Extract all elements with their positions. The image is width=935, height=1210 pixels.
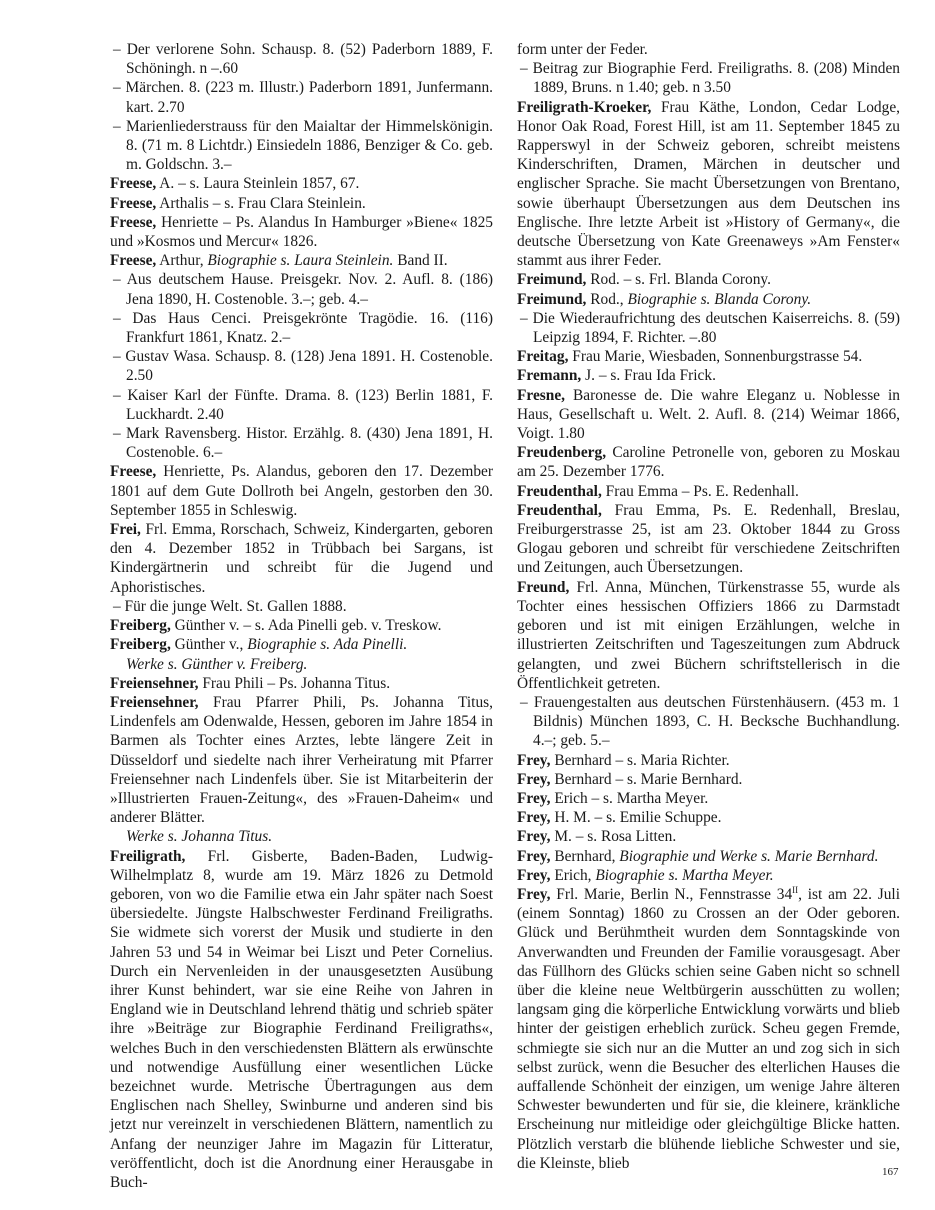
entry-headword: Freese, (110, 194, 157, 212)
entry-headword: Frey, (517, 809, 551, 827)
entry-text: Frl. Emma, Rorschach, Schweiz, Kindergarten, geboren den 4. Dezember 1852 in Trübbach bei Sargans, ist Kindergärtnerin und schreibt für die Jugend und Aphoristisches. (110, 521, 493, 596)
continuation-text: form unter der Feder. (517, 41, 648, 58)
entry-text: Günther v. – s. Ada Pinelli geb. v. Treskow. (170, 617, 442, 635)
entry (517, 366, 900, 385)
entry (110, 213, 493, 251)
entry (517, 847, 900, 866)
entry-headword: Freund, (517, 578, 570, 596)
entry (517, 290, 900, 309)
entry-text: Frl. Anna, München, Türkenstrasse 55, wurde als Tochter eines hessischen Offiziers 1866 zu Darmstadt geboren und ist mit einigen Erzählungen, welche in illustrierten Zeitschriften und Tageszeitungen zum Abdruck gelangten, und zwei Büchern schriftstellerisch in die Öffentlichkeit getreten. (517, 578, 900, 692)
entry-headword: Freese, (110, 213, 157, 231)
entry-headword: Freiligrath-Kroeker, (517, 98, 652, 116)
entry-headword: Frey, (517, 866, 551, 884)
entry-headword: Freiensehner, (110, 693, 199, 711)
entry-tail: Band II. (393, 252, 448, 270)
entry (517, 866, 900, 885)
entry-headword: Freese, (110, 175, 157, 193)
entry-text: Frau Marie, Wiesbaden, Sonnenburgstrasse 54. (568, 348, 863, 366)
entry-headword: Fresne, (517, 386, 566, 404)
entry-headword: Freiberg, (110, 636, 171, 654)
entry-headword: Freudenthal, (517, 482, 602, 500)
entry-text: Bernhard – s. Maria Richter. (550, 751, 730, 769)
entry (110, 674, 493, 693)
work-item: – Mark Ravensberg. Histor. Erzählg. 8. (430) Jena 1891, H. Costenoble. 6.– (113, 425, 493, 462)
entry (517, 386, 900, 444)
entry (110, 847, 493, 1193)
left-column (110, 40, 493, 1192)
entry-text: Rod. – s. Frl. Blanda Corony. (586, 271, 771, 289)
entry-headword: Frey, (517, 770, 551, 788)
entry-text: M. – s. Rosa Litten. (550, 828, 677, 846)
work-item: – Das Haus Cenci. Preisgekrönte Tragödie. 16. (116) Frankfurt 1861, Knatz. 2.– (113, 309, 493, 347)
entry-text: Rod., (586, 290, 628, 308)
entry (110, 635, 493, 654)
entry-headword: Freiligrath, (110, 847, 186, 865)
entry-headword: Frey, (517, 751, 551, 769)
entry-text: Arthalis – s. Frau Clara Steinlein. (156, 194, 366, 212)
entry-italic: Biographie s. Laura Steinlein. (207, 252, 394, 270)
entry-text: Caroline Petronelle von, geboren zu Moskau am 25. Dezember 1776. (517, 444, 900, 481)
entry-superscript: II (792, 884, 799, 895)
entry-tail: , ist am 22. Juli (einem Sonntag) 1860 zu Crossen an der Oder geboren. Glück und Berühmtheit wurden dem Sonntagskinde von Anverwandten und Freunden der Familie vorausgesagt. Aber das Füllhorn des Glücks schien seine Gaben nicht so schnell über die kleine neue Weltbürgerin ausschütten zu wollen; langsam ging die körperliche Entwicklung vorwärts und blieb hinter der geistigen erheblich zurück. Scheu gegen Fremde, schmiegte sie sich nur an die Mutter an und zog sich in sich selbst zurück, wenn die Besucher des elterlichen Hauses die auffallende Schönheit der einzigen, um wenige Jahre älteren Schwester bewunderten und für sie, die kleinere, kränkliche Erscheinung nur mitleidige oder gleichgültige Blicke hatten. Plötzlich verstarb die blühende liebliche Schwester und sie, die Kleinste, blieb (517, 885, 900, 1172)
entry-headword: Freiensehner, (110, 674, 199, 692)
entry (517, 578, 900, 693)
work-item: – Kaiser Karl der Fünfte. Drama. 8. (123) Berlin 1881, F. Luckhardt. 2.40 (113, 386, 493, 423)
entry (517, 98, 900, 271)
entry (517, 885, 900, 1173)
entry-text: Frau Phili – Ps. Johanna Titus. (198, 674, 391, 692)
work-item: – Märchen. 8. (223 m. Illustr.) Paderborn 1891, Junfermann. kart. 2.70 (113, 79, 493, 116)
entry (517, 347, 900, 366)
entry-text: J. – s. Frau Ida Frick. (581, 367, 716, 385)
entry (110, 462, 493, 520)
entry-headword: Freimund, (517, 290, 587, 308)
entry-headword: Freiberg, (110, 617, 171, 635)
right-column (517, 40, 900, 1173)
entry-text: Frl. Marie, Berlin N., Fennstrasse 34 (550, 885, 793, 903)
entry-text: Arthur, (156, 252, 208, 270)
entry-headword: Freese, (110, 252, 157, 270)
entry-text: Henriette, Ps. Alandus, geboren den 17. Dezember 1801 auf dem Gute Dollroth bei Angeln, gestorben den 30. September 1855 in Schleswig. (110, 463, 493, 519)
entry-text: Bernhard – s. Marie Bernhard. (550, 770, 743, 788)
work-item: – Für die junge Welt. St. Gallen 1888. (113, 597, 347, 615)
entry (517, 770, 900, 789)
entry (110, 174, 493, 193)
work-item: – Gustav Wasa. Schausp. 8. (128) Jena 1891. H. Costenoble. 2.50 (113, 348, 493, 385)
entry-text: Baronesse de. Die wahre Eleganz u. Noblesse in Haus, Gesellschaft u. Welt. 2. Aufl. 8. (214) Weimar 1866, Voigt. 1.80 (517, 386, 900, 443)
entry-text: Bernhard, (550, 847, 620, 865)
work-item: – Der verlorene Sohn. Schausp. 8. (52) Paderborn 1889, F. Schöningh. n –.60 (113, 41, 493, 78)
entry-headword: Freudenberg, (517, 444, 607, 462)
entry-headword: Freimund, (517, 271, 587, 289)
work-item: – Marienliederstrauss für den Maialtar der Himmelskönigin. 8. (71 m. 8 Lichtdr.) Einsiedeln 1886, Benziger & Co. geb. m. Goldschn. 3.– (113, 117, 493, 174)
entry-text: Henriette – Ps. Alandus In Hamburger »Biene« 1825 und »Kosmos und Mercur« 1826. (110, 213, 493, 251)
entry (110, 693, 493, 827)
entry-headword: Frey, (517, 885, 551, 903)
entry-italic: Biographie s. Ada Pinelli. (247, 636, 408, 654)
cross-reference: Werke s. Günther v. Freiberg. (126, 655, 308, 673)
entry-text: Frau Emma, Ps. E. Redenhall, Breslau, Freiburgerstrasse 25, ist am 23. Oktober 1844 zu Gross Glogau geboren und schreibt für verschiedene Zeitschriften und Zeitungen, auch Übersetzungen. (517, 501, 900, 577)
entry-text: Frau Pfarrer Phili, Ps. Johanna Titus, Lindenfels am Odenwalde, Hessen, geboren im Jahre 1854 in Barmen als Tochter eines Arztes, lebte längere Zeit in Düsseldorf und siedelte nach ihrer Verheiratung mit Pfarrer Freiensehner nach Lindenfels über. Sie ist Mitarbeiterin der »Illustrierten Frauen-Zeitung«, des »Frauen-Daheim« und anderer Blätter. (110, 693, 493, 827)
entry-text: Erich, (550, 866, 596, 884)
entry-headword: Frey, (517, 828, 551, 846)
work-item: – Frauengestalten aus deutschen Fürstenhäusern. (453 m. 1 Bildnis) München 1893, C. H. Becksche Buchhandlung. 4.–; geb. 5.– (520, 693, 900, 750)
entry-text: Günther v., (170, 636, 248, 654)
entry (517, 443, 900, 481)
entry-headword: Frey, (517, 789, 551, 807)
work-item: – Die Wiederaufrichtung des deutschen Kaiserreichs. 8. (59) Leipzig 1894, F. Richter. –.80 (520, 309, 900, 347)
entry (517, 827, 900, 846)
entry (517, 789, 900, 808)
entry-text: A. – s. Laura Steinlein 1857, 67. (156, 175, 360, 193)
entry (517, 751, 900, 770)
entry (517, 808, 900, 827)
page-number: 167 (882, 1166, 899, 1178)
entry-italic: Biographie s. Martha Meyer. (595, 866, 774, 884)
entry-italic: Biographie und Werke s. Marie Bernhard. (619, 847, 879, 865)
cross-reference: Werke s. Johanna Titus. (126, 828, 273, 846)
entry-headword: Frey, (517, 847, 551, 865)
entry-headword: Freese, (110, 463, 157, 481)
entry-text: Erich – s. Martha Meyer. (550, 789, 709, 807)
entry (517, 501, 900, 578)
entry-italic: Biographie s. Blanda Corony. (627, 290, 812, 308)
entry-headword: Fremann, (517, 367, 582, 385)
entry-headword: Freudenthal, (517, 501, 602, 519)
entry (110, 520, 493, 597)
entry-headword: Frei, (110, 521, 141, 539)
entry-text: Frau Emma – Ps. E. Redenhall. (601, 482, 799, 500)
entry-text: H. M. – s. Emilie Schuppe. (550, 809, 722, 827)
entry (110, 616, 493, 635)
entry (517, 482, 900, 501)
entry (517, 270, 900, 289)
entry-text: Frau Käthe, London, Cedar Lodge, Honor Oak Road, Forest Hill, ist am 11. September 1845 zu Rapperswyl in der Schweiz geboren, schreibt meistens Kinderschriften, Dramen, Märchen in deutscher und englischer Sprache. Sie macht Übersetzungen von Brentano, sowie überhaupt Übersetzungen aus dem Deutschen ins Englische. Ihre letzte Arbeit ist »History of Germany«, die deutsche Übersetzung von Kate Greenaweys »Am Fenster« stammt aus ihrer Feder. (517, 98, 900, 270)
entry-headword: Freitag, (517, 348, 569, 366)
work-item: – Beitrag zur Biographie Ferd. Freiligraths. 8. (208) Minden 1889, Bruns. n 1.40; geb. n 3.50 (520, 60, 900, 97)
work-item: – Aus deutschem Hause. Preisgekr. Nov. 2. Aufl. 8. (186) Jena 1890, H. Costenoble. 3.–; geb. 4.– (113, 271, 493, 308)
entry (110, 194, 493, 213)
entry-text: Frl. Gisberte, Baden-Baden, Ludwig-Wilhelmplatz 8, wurde am 19. März 1826 zu Detmold geboren, von wo die Familie etwa ein Jahr später nach Soest übersiedelte. Jüngste Halbschwester Ferdinand Freiligraths. Sie widmete sich vorerst der Musik und studierte in den Jahren 53 und 54 in Weimar bei Liszt und Peter Cornelius. Durch ein Nervenleiden in der unausgesetzten Ausübung ihrer Kunst behindert, war sie eine Reihe von Jahren in England wie in Deutschland lehrend thätig und schrieb später ihre »Beiträge zur Biographie Ferdinand Freiligraths«, welches Buch in den verschiedensten Blättern als erwünschte und notwendige Ausfüllung einer wesentlichen Lücke bezeichnet wurde. Metrische Übertragungen aus dem Englischen nach Shelley, Swinburne und anderen sind bis jetzt nur vereinzelt in verschiedenen Blättern, namentlich zu Anfang der neunziger Jahre im Magazin für Litteratur, veröffentlicht, doch ist die Anordnung einer Herausgabe in Buch- (110, 847, 493, 1191)
entry (110, 251, 493, 270)
